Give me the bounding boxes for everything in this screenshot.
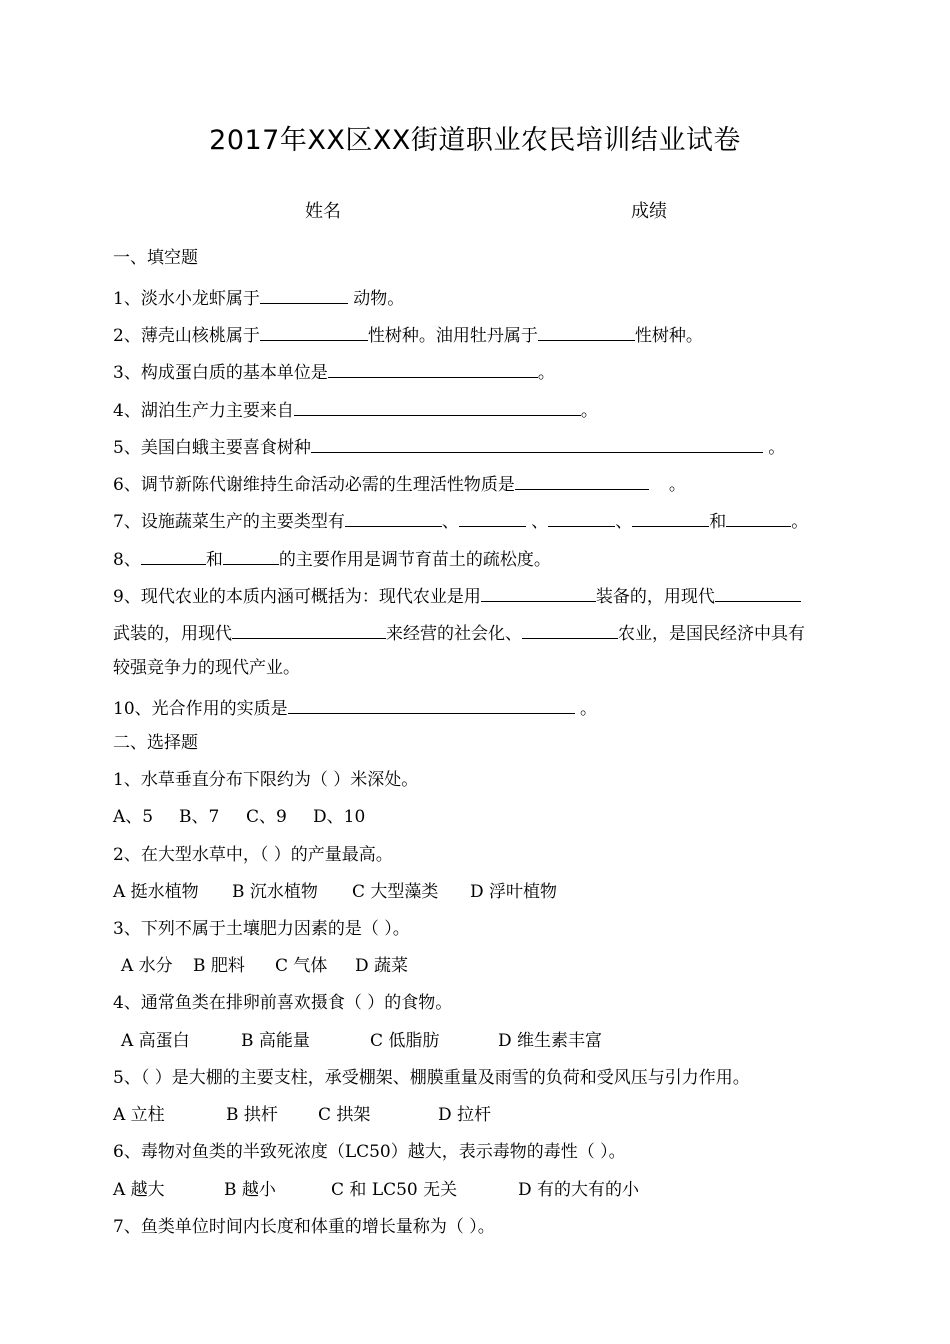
choice-options-1 bbox=[113, 805, 365, 829]
fill-question-4 bbox=[113, 396, 598, 423]
fill-question-5 bbox=[113, 433, 785, 460]
question-text: 、 bbox=[525, 512, 549, 532]
score-label: 成绩 bbox=[631, 201, 667, 222]
answer-blank[interactable] bbox=[328, 358, 538, 378]
choice-question-5: 5、（ ）是大棚的主要支柱，承受棚架、棚膜重量及雨雪的负荷和受风压与引力作用。 bbox=[113, 1068, 750, 1088]
question-text: 来经营的社会化、 bbox=[386, 624, 522, 644]
option-a[interactable]: A 高蛋白 bbox=[121, 1031, 190, 1051]
answer-blank[interactable] bbox=[522, 619, 618, 639]
question-text: 3、构成蛋白质的基本单位是 bbox=[113, 363, 328, 383]
option-a[interactable]: A 越大 bbox=[113, 1180, 165, 1200]
option-d[interactable]: D 维生素丰富 bbox=[498, 1031, 603, 1051]
option-d[interactable]: D 有的大有的小 bbox=[518, 1180, 640, 1200]
question-text: 和 bbox=[709, 512, 727, 532]
question-text: 7、设施蔬菜生产的主要类型有 bbox=[113, 512, 345, 532]
fill-question-7 bbox=[113, 507, 808, 534]
question-text: 2、薄壳山核桃属于 bbox=[113, 326, 260, 346]
fill-question-2 bbox=[113, 321, 703, 348]
option-b[interactable]: B、7 bbox=[179, 807, 220, 827]
answer-blank[interactable] bbox=[311, 433, 763, 453]
option-c[interactable]: C 低脂肪 bbox=[370, 1031, 440, 1051]
fill-question-10 bbox=[113, 694, 597, 721]
option-d[interactable]: D 蔬菜 bbox=[355, 956, 409, 976]
choice-question-1: 1、水草垂直分布下限约为（ ）米深处。 bbox=[113, 770, 419, 790]
fill-question-9-line-1 bbox=[113, 582, 801, 609]
question-text: 1、淡水小龙虾属于 bbox=[113, 289, 260, 309]
option-c[interactable]: C 拱架 bbox=[318, 1105, 371, 1125]
choice-options-3 bbox=[121, 954, 408, 978]
question-text: 5、美国白蛾主要喜食树种 bbox=[113, 438, 311, 458]
option-b[interactable]: B 越小 bbox=[224, 1180, 276, 1200]
question-text: 和 bbox=[205, 550, 223, 570]
answer-blank[interactable] bbox=[632, 507, 709, 527]
option-b[interactable]: B 高能量 bbox=[241, 1031, 310, 1051]
option-a[interactable]: A 立柱 bbox=[113, 1105, 165, 1125]
option-d[interactable]: D 浮叶植物 bbox=[470, 882, 558, 902]
choice-options-5 bbox=[113, 1103, 491, 1127]
choice-question-6: 6、毒物对鱼类的半致死浓度（LC50）越大，表示毒物的毒性（ ）。 bbox=[113, 1142, 626, 1162]
fill-question-1 bbox=[113, 284, 404, 311]
question-text: 。 bbox=[537, 363, 555, 383]
choice-options-6 bbox=[113, 1178, 639, 1202]
answer-blank[interactable] bbox=[726, 507, 791, 527]
choice-options-4 bbox=[121, 1029, 602, 1053]
section-heading-choice: 二、选择题 bbox=[113, 733, 198, 753]
option-a[interactable]: A、5 bbox=[113, 807, 154, 827]
fill-question-9-line-3: 较强竞争力的现代产业。 bbox=[113, 658, 300, 678]
answer-blank[interactable] bbox=[288, 694, 575, 714]
question-text: 性树种。油用牡丹属于 bbox=[367, 326, 538, 346]
option-c[interactable]: C、9 bbox=[246, 807, 287, 827]
answer-blank[interactable] bbox=[232, 619, 386, 639]
answer-blank[interactable] bbox=[260, 284, 348, 304]
exam-title: 2017年XX区XX街道职业农民培训结业试卷 bbox=[209, 125, 741, 156]
answer-blank[interactable] bbox=[548, 507, 615, 527]
option-c[interactable]: C 气体 bbox=[275, 956, 328, 976]
option-b[interactable]: B 拱杆 bbox=[226, 1105, 278, 1125]
option-c[interactable]: C 和 LC50 无关 bbox=[331, 1180, 458, 1200]
fill-question-3 bbox=[113, 358, 555, 385]
question-text: 6、调节新陈代谢维持生命活动必需的生理活性物质是 bbox=[113, 475, 515, 495]
answer-blank[interactable] bbox=[459, 507, 526, 527]
question-text: 性树种。 bbox=[634, 326, 703, 346]
question-text: 8、 bbox=[113, 550, 141, 570]
question-text: 的主要作用是调节育苗土的疏松度。 bbox=[278, 550, 551, 570]
answer-blank[interactable] bbox=[715, 582, 801, 602]
fill-question-8 bbox=[113, 545, 551, 572]
answer-blank[interactable] bbox=[515, 470, 649, 490]
option-b[interactable]: B 沉水植物 bbox=[232, 882, 318, 902]
question-text: 、 bbox=[615, 512, 633, 532]
question-text: 9、现代农业的本质内涵可概括为：现代农业是用 bbox=[113, 587, 481, 607]
name-label: 姓名 bbox=[305, 201, 341, 222]
question-text: 、 bbox=[441, 512, 459, 532]
question-text: 。 bbox=[580, 401, 598, 421]
question-text: 动物。 bbox=[347, 289, 405, 309]
question-text: 农业，是国民经济中具有 bbox=[618, 624, 805, 644]
question-text: 武装的，用现代 bbox=[113, 624, 232, 644]
answer-blank[interactable] bbox=[141, 545, 206, 565]
section-heading-fill-in: 一、填空题 bbox=[113, 248, 198, 268]
choice-question-3: 3、下列不属于土壤肥力因素的是（ ）。 bbox=[113, 919, 410, 939]
fill-question-6 bbox=[113, 470, 686, 497]
question-text: 。 bbox=[762, 438, 786, 458]
option-a[interactable]: A 水分 bbox=[121, 956, 173, 976]
fill-question-9-line-2 bbox=[113, 619, 805, 646]
option-d[interactable]: D、10 bbox=[313, 807, 366, 827]
question-text: 装备的，用现代 bbox=[595, 587, 715, 607]
answer-blank[interactable] bbox=[481, 582, 596, 602]
answer-blank[interactable] bbox=[294, 396, 581, 416]
question-text: 4、湖泊生产力主要来自 bbox=[113, 401, 294, 421]
answer-blank[interactable] bbox=[223, 545, 279, 565]
choice-question-4: 4、通常鱼类在排卵前喜欢摄食（ ）的食物。 bbox=[113, 993, 453, 1013]
question-text: 。 bbox=[574, 699, 598, 719]
question-text: 10、光合作用的实质是 bbox=[113, 699, 288, 719]
answer-blank[interactable] bbox=[260, 321, 368, 341]
answer-blank[interactable] bbox=[538, 321, 635, 341]
answer-blank[interactable] bbox=[345, 507, 442, 527]
option-c[interactable]: C 大型藻类 bbox=[352, 882, 439, 902]
choice-options-2 bbox=[113, 880, 557, 904]
question-text: 。 bbox=[791, 512, 809, 532]
option-b[interactable]: B 肥料 bbox=[193, 956, 245, 976]
question-text: 。 bbox=[668, 475, 686, 495]
choice-question-2: 2、在大型水草中，（ ）的产量最高。 bbox=[113, 845, 393, 865]
option-a[interactable]: A 挺水植物 bbox=[113, 882, 199, 902]
choice-question-7: 7、鱼类单位时间内长度和体重的增长量称为（ ）。 bbox=[113, 1217, 495, 1237]
option-d[interactable]: D 拉杆 bbox=[438, 1105, 492, 1125]
